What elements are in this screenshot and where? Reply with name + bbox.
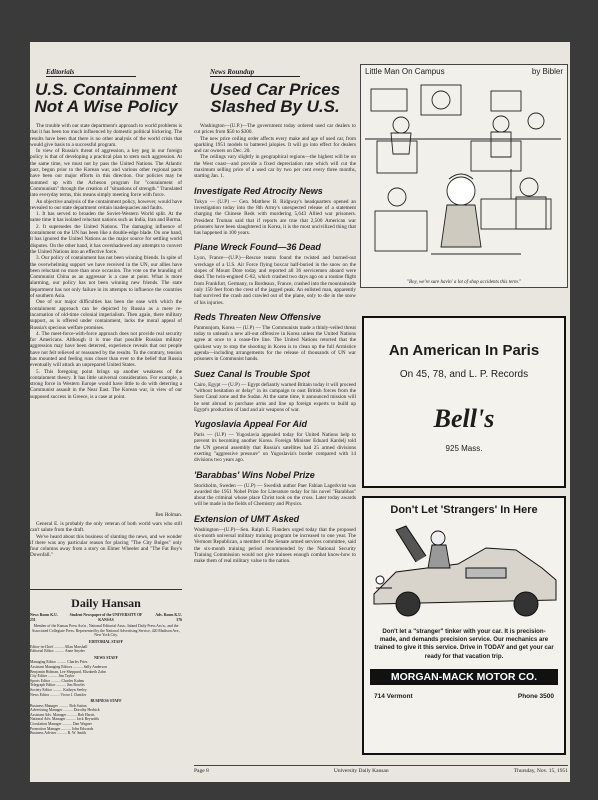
news-story	[194, 312, 356, 363]
cartoon-title: Little Man On Campus	[365, 67, 445, 76]
story-body: Washington—(U.P)—Sen. Ralph E. Flanders urged today that the proposed six-month universal military training program be increased to one year. The Vermont Republican, a member of the Senate armed services committee, said the six-month training period recommended by the National Security Training Commission would not give trainees enough combat know-how to make them of real military value to the nation.	[194, 526, 356, 565]
news-body	[194, 123, 356, 180]
editorial-staff-title: EDITORIAL STAFF	[88, 639, 124, 644]
story-headline: Yugoslavia Appeal For Aid	[194, 419, 308, 430]
news-headline: Used Car Prices Slashed By U.S.	[209, 80, 341, 116]
ad-morgan-address: 714 Vermont	[374, 692, 413, 700]
staff-line: Editor-in-Chief .......... Allan Marshall	[30, 644, 88, 649]
staff-line: Sports Editor .......... Charles Kuhns	[30, 678, 84, 683]
editorial-column	[30, 68, 182, 736]
editorial-paragraph: 4. The meet-force-with-force approach does not provide real security for Americans. Although it is true that possible Russian military aggression may have been deterred, experience reveals that our people have not felt relieved or reassured by the results. To the contrary, tension has mounted and feeling runs closer than ever to the belief that Russia eventually will attack an unprepared United States.	[30, 330, 182, 369]
news-paragraph: The ceilings vary slightly in geographical regions—the highest will be on the West coast—and provide a fixed depreciation rate which will cut the maximum selling price of a used car by two per cent every three months, starting Jan. 1.	[194, 154, 356, 180]
editorial-body	[30, 123, 182, 513]
staff-line: Telegraph Editor .......... Jim Bowles	[30, 683, 85, 688]
staff-line: Editorial Editor .......... Anne Snyder	[30, 649, 85, 654]
editorial-signature: Ben Holman.	[155, 513, 182, 518]
staff-line: Advertising Manager .......... Dorothy Hedrick	[30, 708, 100, 713]
story-headline: Extension of UMT Asked	[194, 513, 300, 524]
news-story	[194, 470, 356, 508]
editorial-paragraph: 1. It has served to broaden the Soviet-Western World split. At the same time it has isolated reluctant nations such as India, Iran and Burma.	[30, 211, 182, 224]
ad-american-in-paris	[362, 316, 566, 488]
cartoon-panel	[360, 64, 568, 288]
news-story	[194, 514, 356, 565]
ad-morgan-contact	[374, 693, 554, 700]
ad-morgan-mack	[362, 496, 566, 755]
story-body: Lyon, France—(U.P.)—Rescue teams found the twisted and burned-out wreckage of a U.S. Air Force flying boxcar half-buried in the snow on the slopes of Mount Dore today and reported all 36 servicemen aboard were dead. The twin-engined C-82, which crashed two days ago on a routine flight from Frankfurt, Germany, to Bordeaux, France, crashed into the mountainside only 150 feet from the crest of the jagged peak. An enlisted man, apparently had survived the crash and crawled out of the plane, only to die in the snow of his injuries.	[194, 255, 356, 306]
cartoon-drawing	[361, 79, 567, 279]
ad-morgan-company: MORGAN-MACK MOTOR CO.	[370, 669, 558, 685]
news-staff-title: NEWS STAFF	[94, 655, 118, 660]
staff-line: Promotion Manager .......... John Edwards	[30, 726, 94, 731]
news-paragraph: Washington—(U.P.)—The government today ordered used car dealers to cut prices from $50 to $300.	[194, 123, 356, 136]
staff-line: Business Adviser .......... R. W. Smith	[30, 731, 87, 736]
ad-paris-headline: An American In Paris	[388, 342, 540, 359]
editorial-staff-list	[30, 645, 182, 654]
story-body: Stockholm, Sweden — (U.P) — Swedish author Paer Fabian Lagerkvist was awarded the 1951 Nobel Prize for Literature today for his novel "Barabbas" about the criminal whose place Christ took on the cross. Later today awards will be made in the fields of Chemistry and Physics.	[194, 482, 356, 508]
story-body: Paris — (U.P) — Yugoslavia appealed today for United Nations help to prevent its becoming another Korea. Foreign Minister Eduard Kardelj told the UN general assembly that Russia's satellites had 25 armed divisions exerting "aggressive pressure" on Yugoslavia's border compared with 14 divisions two years ago.	[194, 432, 356, 464]
editorial-headline: U.S. Containment Not A Wise Policy	[34, 80, 178, 116]
news-paragraph: The new price ceiling order affects every make and age of used car, from sparkling 1951 models to battered jalopies. It will go into effect for dealers and car owners on Dec. 20.	[194, 135, 356, 155]
ad-morgan-headline: Don't Let 'Strangers' In Here	[390, 504, 538, 516]
ad-paris-store: Bell's	[433, 404, 495, 433]
story-body: Panmunjom, Korea — (U.P) — The Communists made a thinly-veiled threat today to unleash a new all-out offensive in Korea unless the United Nations agree at once to a cease-fire line. The United Nations retorted that the quickest way to stop the shooting in Korea is to clean up the full Armistice agenda—including arrangements for the release of thousands of UN war prisoners in Communist hands.	[194, 324, 356, 363]
news-kicker: News Roundup	[210, 68, 300, 77]
news-staff-list	[30, 660, 182, 697]
editorial-kicker: Editorials	[46, 68, 136, 77]
ad-paris-records: On 45, 78, and L. P. Records	[399, 369, 529, 380]
masthead-info	[30, 613, 182, 622]
news-column	[194, 68, 356, 565]
cartoon-artist: by Bibler	[531, 67, 563, 76]
business-staff-list	[30, 704, 182, 736]
news-story	[194, 242, 356, 305]
folio-date: Thursday, Nov. 15, 1951	[513, 768, 568, 774]
story-headline: Suez Canal Is Trouble Spot	[194, 368, 310, 379]
ad-morgan-body: Don't let a "stranger" tinker with your car. It is precision-made, and demands precision service. Our mechanics are trained to give it this service. Drive in TODAY and get your car ready for that vacation trip.	[374, 628, 554, 660]
news-story	[194, 419, 356, 463]
editorial-paragraph: In view of Russia's threat of aggression, a key peg in our foreign policy is that of developing a practical plan to stem such aggression. At the same time, we must not by pass the United Nations. The Atlantic pact, begun prior to the Korean war, and various other regional pacts have been our major efforts in this direction. Our policies may be summed up with the Acheson program for "containment of Communism" through the creation of "situations of strength." Translated into everyday terms, this means simply meeting force with force.	[30, 148, 182, 199]
masthead-left: News Room K.U. 251	[30, 613, 58, 622]
masthead-right: Adv. Room K.U. 376	[155, 613, 182, 622]
story-body: Tokyo — (U.P) — Gen. Matthew B. Ridgway's headquarters opened an investigation today into the 8th Army's unexpected release of a statement charging the Chinese Reds with murdering 5,643 Allied war prisoners. President Truman said that if reports are true that 2,500 American war prisoners have been slaughtered in Korea, it is the most uncivilized thing that has happened in 100 years.	[194, 198, 356, 237]
story-headline: Reds Threaten New Offensive	[194, 311, 321, 322]
editorial-paragraph: We've heard about this business of slanting the news, and we wonder if there was any particular reason for placing "The City Bulges" only four columns away from a story on Elmer Wheeler and "The Fat Boy's Downfall."	[30, 533, 182, 559]
ad-morgan-phone: Phone 3500	[517, 692, 554, 700]
editorial-paragraph: An objective analysis of the containment policy, however, would have revealed to our state department certain inadequacies and faults.	[30, 198, 182, 211]
editorial-body-2	[30, 521, 182, 585]
editorial-paragraph: 2. It supersedes the United Nations. The damaging influence of containment on the UN has been like a double-edge blade. On one hand, it has ignored the United Nations as the major source for settling world disputes. On the other hand, it has overshadowed any attempts to convert the United Nations into an effective force.	[30, 223, 182, 255]
masthead-title: Daily Hansan	[71, 596, 141, 610]
editorial-paragraph: One of our major difficulties has been the ease with which the containment approach can be depicted by Russia as a mere re-incarnation of old-time colonial imperialism. Then again, there military support, as is offered under containment, lacks the moral appeal of Russia's specious welfare promises.	[30, 299, 182, 331]
story-headline: 'Barabbas' Wins Nobel Prize	[194, 469, 315, 480]
masthead-center: Student Newspaper of the UNIVERSITY OF KANSAS	[69, 613, 143, 622]
folio-page: Page 8	[194, 768, 209, 774]
editorial-paragraph: 3. Our policy of containment has not been winning friends. In spite of the overwhelming support we have received in the UN, our allies have been reluctant no more than once occasion. The vote on the branding of Communist China as an aggressor is a case at point. What is more alarming, our policy has not been winning new friends. The state department has not only failure in its attempts to influence the countries of southern Asia.	[30, 255, 182, 300]
masthead	[30, 589, 182, 736]
staff-line: Assistant Adv. Manager .......... Bob Harris	[30, 712, 95, 717]
cartoon-caption: "Boy, we're sure havin' a lot of shop accidents this term."	[406, 280, 522, 285]
news-story	[194, 186, 356, 237]
news-stories	[194, 186, 356, 565]
editorial-paragraph: 5. This foregoing point brings up another weakness of the containment theory. It has little universal consideration. For example, a strong force in Western Europe would have little to do with deterring a Communist assault in the Near East. The Korean war, in view of our supposed success in Greece, is a case at point.	[30, 368, 182, 400]
story-headline: Plane Wreck Found—36 Dead	[194, 242, 321, 253]
story-body: Cairo, Egypt — (U.P) — Egypt defiantly warned Britain today it will proceed "without hesitation or delay" in its campaign to oust British forces from the Suez Canal zone and the Sudan. At the same time, it announced mission will be sent abroad to purchase arms and line up foreign experts to build up Egypt's production of land and air weapons of war.	[194, 381, 356, 413]
staff-line: Managing Editor .......... Charles Pries	[30, 660, 88, 665]
business-staff-title: BUSINESS STAFF	[90, 699, 122, 704]
folio-paper: University Daily Kansan	[333, 768, 389, 774]
staff-line: Business Manager .......... Bob Sutton	[30, 703, 87, 708]
story-headline: Investigate Red Atrocity News	[194, 185, 323, 196]
editorial-paragraph: The trouble with our state department's approach to world problems is that it has been too much influenced by domestic political bickering. The results have been that there is no other analysis of the world crisis that would give basis to a successful program.	[30, 123, 182, 148]
staff-line: Society Editor .......... Kathryn Seeley	[30, 687, 87, 692]
masthead-blurb: Member of the Kansas Press Ass'n., National Editorial Assn., Inland Daily Press Ass'n., and the Associated Collegiate Press. Represented by the National Advertising Service, 420 Madison Ave., New York City.	[31, 624, 181, 638]
staff-line: Circulation Manager .......... Dan Wagner	[30, 722, 92, 727]
right-column	[360, 64, 568, 700]
staff-line: Benjamin Holman, Lee Sheppard, Elizabeth Zahn	[30, 669, 106, 674]
staff-line: News Editor .......... Victor J. Danilov	[30, 692, 87, 697]
staff-line: Assistant Managing Editors .......... Sally Anderson	[30, 664, 107, 669]
page-footer	[194, 765, 568, 774]
news-story	[194, 369, 356, 413]
newspaper-page	[30, 42, 570, 782]
ad-paris-address: 925 Mass.	[445, 444, 483, 453]
car-illustration	[366, 520, 562, 622]
staff-line: National Adv. Manager .......... Jack Reynolds	[30, 717, 99, 722]
staff-line: City Editor .......... Jim Taylor	[30, 674, 75, 679]
editorial-paragraph: General E. is probably the only veteran of both world wars who still can't salute from the draft.	[30, 521, 182, 534]
